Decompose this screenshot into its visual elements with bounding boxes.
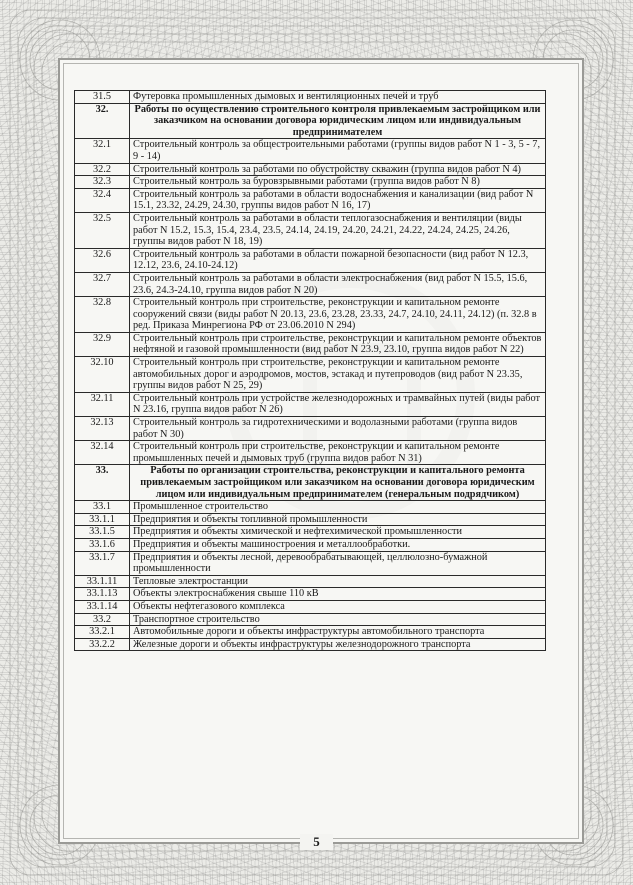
row-description: Предприятия и объекты топливной промышленности — [130, 513, 546, 526]
row-number: 32.8 — [75, 297, 130, 333]
row-number: 33.2.2 — [75, 638, 130, 651]
row-number: 33.1.14 — [75, 600, 130, 613]
row-description: Строительный контроль при строительстве, реконструкции и капитальном ремонте объектов нефтяной и газовой промышленности (вид работ N 23.9, 23.10, группа видов работ N 22) — [130, 332, 546, 356]
table-section-row — [75, 103, 546, 139]
table-row — [75, 272, 546, 296]
table-row — [75, 501, 546, 514]
row-description: Строительный контроль при строительстве, реконструкции и капитальном ремонте промышленных печей и дымовых труб (группа видов работ N 31) — [130, 441, 546, 465]
table-row — [75, 212, 546, 248]
row-description: Работы по осуществлению строительного контроля привлекаемым застройщиком или заказчиком на основании договора юридическим лицом или индивидуальным предпринимателем — [130, 103, 546, 139]
table-row — [75, 600, 546, 613]
row-number: 32.4 — [75, 188, 130, 212]
page-number: 5 — [300, 834, 333, 850]
row-number: 33.2 — [75, 613, 130, 626]
table-section-row — [75, 465, 546, 501]
table-row — [75, 357, 546, 393]
row-number: 33.1.5 — [75, 526, 130, 539]
row-number: 31.5 — [75, 91, 130, 104]
row-number: 32.7 — [75, 272, 130, 296]
row-number: 33.1.7 — [75, 551, 130, 575]
row-description: Футеровка промышленных дымовых и вентиляционных печей и труб — [130, 91, 546, 104]
row-description: Железные дороги и объекты инфраструктуры железнодорожного транспорта — [130, 638, 546, 651]
table-row — [75, 332, 546, 356]
table-row — [75, 188, 546, 212]
row-description: Транспортное строительство — [130, 613, 546, 626]
row-description: Строительный контроль за гидротехническими и водолазными работами (группа видов работ N 30) — [130, 417, 546, 441]
works-table — [74, 90, 546, 651]
row-number: 32.6 — [75, 248, 130, 272]
table-row — [75, 91, 546, 104]
row-description: Строительный контроль при устройстве железнодорожных и трамвайных путей (виды работ N 23.16, группа видов работ N 26) — [130, 392, 546, 416]
row-description: Автомобильные дороги и объекты инфраструктуры автомобильного транспорта — [130, 626, 546, 639]
table-row — [75, 513, 546, 526]
table-row — [75, 176, 546, 189]
table-row — [75, 538, 546, 551]
row-number: 32.2 — [75, 163, 130, 176]
row-number: 33.1.1 — [75, 513, 130, 526]
row-description: Предприятия и объекты машиностроения и металлообработки. — [130, 538, 546, 551]
row-number: 33.1 — [75, 501, 130, 514]
table-row — [75, 297, 546, 333]
row-description: Объекты нефтегазового комплекса — [130, 600, 546, 613]
table-row — [75, 248, 546, 272]
row-description: Предприятия и объекты химической и нефтехимической промышленности — [130, 526, 546, 539]
row-number: 32.3 — [75, 176, 130, 189]
row-number: 32.11 — [75, 392, 130, 416]
row-number: 32.14 — [75, 441, 130, 465]
row-description: Строительный контроль за работами в области электроснабжения (вид работ N 15.5, 15.6, 23.6, 24.3-24.10, группа видов работ N 20) — [130, 272, 546, 296]
row-description: Строительный контроль за работами в области пожарной безопасности (вид работ N 12.3, 12.12, 23.6, 24.10-24.12) — [130, 248, 546, 272]
row-number: 33.1.13 — [75, 588, 130, 601]
row-description: Промышленное строительство — [130, 501, 546, 514]
row-description: Тепловые электростанции — [130, 575, 546, 588]
row-number: 33.2.1 — [75, 626, 130, 639]
row-description: Работы по организации строительства, реконструкции и капитального ремонта привлекаемым застройщиком или заказчиком на основании договора юридическим лицом или индивидуальным предпринимателем (генеральным подрядчиком) — [130, 465, 546, 501]
row-number: 32. — [75, 103, 130, 139]
row-description: Строительный контроль за работами по обустройству скважин (группа видов работ N 4) — [130, 163, 546, 176]
table-row — [75, 575, 546, 588]
table-row — [75, 163, 546, 176]
row-description: Строительный контроль за общестроительными работами (группы видов работ N 1 - 3, 5 - 7, 9 - 14) — [130, 139, 546, 163]
row-description: Строительный контроль за работами в области теплогазоснабжения и вентиляции (виды работ N 15.2, 15.3, 15.4, 23.4, 23.5, 24.14, 24.19, 24.20, 24.21, 24.22, 24.24, 24.25, 24.26, группы видов работ N 18, 19) — [130, 212, 546, 248]
table-row — [75, 417, 546, 441]
row-number: 32.10 — [75, 357, 130, 393]
table-row — [75, 441, 546, 465]
row-number: 32.9 — [75, 332, 130, 356]
table-row — [75, 638, 546, 651]
row-number: 32.1 — [75, 139, 130, 163]
row-description: Объекты электроснабжения свыше 110 кВ — [130, 588, 546, 601]
row-number: 33.1.11 — [75, 575, 130, 588]
row-number: 33.1.6 — [75, 538, 130, 551]
row-number: 33. — [75, 465, 130, 501]
table-row — [75, 551, 546, 575]
row-number: 32.13 — [75, 417, 130, 441]
row-number: 32.5 — [75, 212, 130, 248]
table-row — [75, 626, 546, 639]
table-row — [75, 392, 546, 416]
row-description: Строительный контроль при строительстве, реконструкции и капитальном ремонте сооружений связи (виды работ N 20.13, 23.6, 23.28, 23.33, 24.7, 24.10, 24.11, 24.12) (п. 32.8 в ред. Приказа Минрегиона РФ от 23.06.2010 N 294) — [130, 297, 546, 333]
row-description: Строительный контроль за работами в области водоснабжения и канализации (вид работ N 15.1, 23.32, 24.29, 24.30, группы видов работ N 16, 17) — [130, 188, 546, 212]
table-row — [75, 613, 546, 626]
row-description: Предприятия и объекты лесной, деревообрабатывающей, целлюлозно-бумажной промышленности — [130, 551, 546, 575]
table-row — [75, 526, 546, 539]
row-description: Строительный контроль за буровзрывными работами (группа видов работ N 8) — [130, 176, 546, 189]
row-description: Строительный контроль при строительстве, реконструкции и капитальном ремонте автомобильных дорог и аэродромов, мостов, эстакад и путепроводов (вид работ N 23.35, группы видов работ N 25, 29) — [130, 357, 546, 393]
table-row — [75, 588, 546, 601]
table-row — [75, 139, 546, 163]
